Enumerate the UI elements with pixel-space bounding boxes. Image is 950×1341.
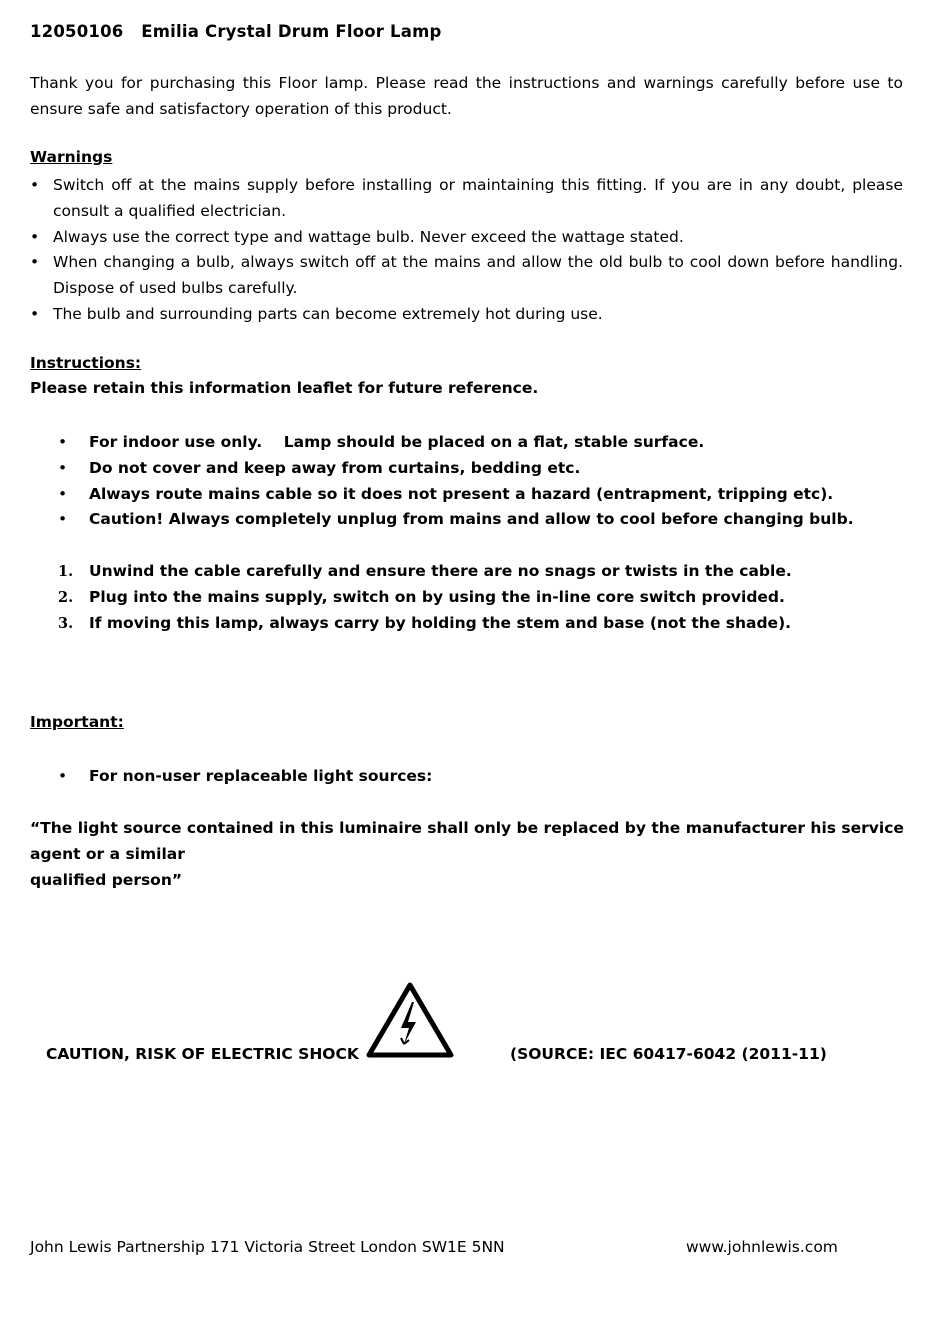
warnings-list bbox=[30, 173, 903, 328]
product-code: 12050106 bbox=[30, 22, 124, 41]
footer-website: www.johnlewis.com bbox=[686, 1238, 838, 1256]
intro-paragraph: Thank you for purchasing this Floor lamp. Please read the instructions and warnings carefully before use to ensure safe and satisfactory operation of this product. bbox=[30, 74, 903, 118]
important-bullet-list bbox=[58, 764, 903, 790]
list-item: • Switch off at the mains supply before installing or maintaining this fitting. If you are in any doubt, please consult a qualified electrician. bbox=[30, 173, 903, 225]
list-item: • Do not cover and keep away from curtains, bedding etc. bbox=[58, 456, 903, 482]
footer-address: John Lewis Partnership 171 Victoria Street London SW1E 5NN bbox=[30, 1238, 505, 1256]
retain-note: Please retain this information leaflet for future reference. bbox=[30, 379, 539, 397]
step-number: 1. bbox=[58, 563, 74, 580]
instructions-bullet-list bbox=[58, 430, 903, 533]
list-item bbox=[58, 611, 903, 637]
caution-label: CAUTION, RISK OF ELECTRIC SHOCK bbox=[46, 1045, 359, 1063]
list-item: • When changing a bulb, always switch off at the mains and allow the old bulb to cool down before handling. Dispose of used bulbs carefully. bbox=[30, 250, 903, 302]
list-item: • Always route mains cable so it does not present a hazard (entrapment, tripping etc). bbox=[58, 482, 903, 508]
step-text: If moving this lamp, always carry by holding the stem and base (not the shade). bbox=[89, 613, 792, 632]
list-item: • Caution! Always completely unplug from mains and allow to cool before changing bulb. bbox=[58, 507, 903, 533]
replacement-quote bbox=[30, 816, 910, 893]
step-text: Plug into the mains supply, switch on by using the in-line core switch provided. bbox=[89, 587, 785, 606]
product-name: Emilia Crystal Drum Floor Lamp bbox=[141, 22, 442, 41]
quote-line: qualified person” bbox=[30, 870, 183, 889]
source-reference: (SOURCE: IEC 60417-6042 (2011-11) bbox=[510, 1045, 827, 1063]
instructions-heading: Instructions: bbox=[30, 354, 142, 372]
electric-shock-warning-icon bbox=[365, 980, 455, 1060]
list-item: • The bulb and surrounding parts can become extremely hot during use. bbox=[30, 302, 903, 328]
list-item bbox=[58, 559, 903, 585]
document-title bbox=[30, 22, 442, 41]
list-item: • For indoor use only. Lamp should be placed on a flat, stable surface. bbox=[58, 430, 903, 456]
list-item bbox=[58, 585, 903, 611]
instructions-steps-list bbox=[58, 559, 903, 636]
step-number: 2. bbox=[58, 588, 74, 606]
quote-line: “The light source contained in this luminaire shall only be replaced by the manufacturer his service agent or a similar bbox=[30, 819, 904, 863]
list-item: • For non-user replaceable light sources: bbox=[58, 764, 903, 790]
list-item: • Always use the correct type and wattage bulb. Never exceed the wattage stated. bbox=[30, 225, 903, 251]
step-number: 3. bbox=[58, 614, 74, 632]
important-heading: Important: bbox=[30, 713, 124, 731]
step-text: Unwind the cable carefully and ensure there are no snags or twists in the cable. bbox=[89, 562, 792, 580]
warnings-heading: Warnings bbox=[30, 148, 113, 166]
